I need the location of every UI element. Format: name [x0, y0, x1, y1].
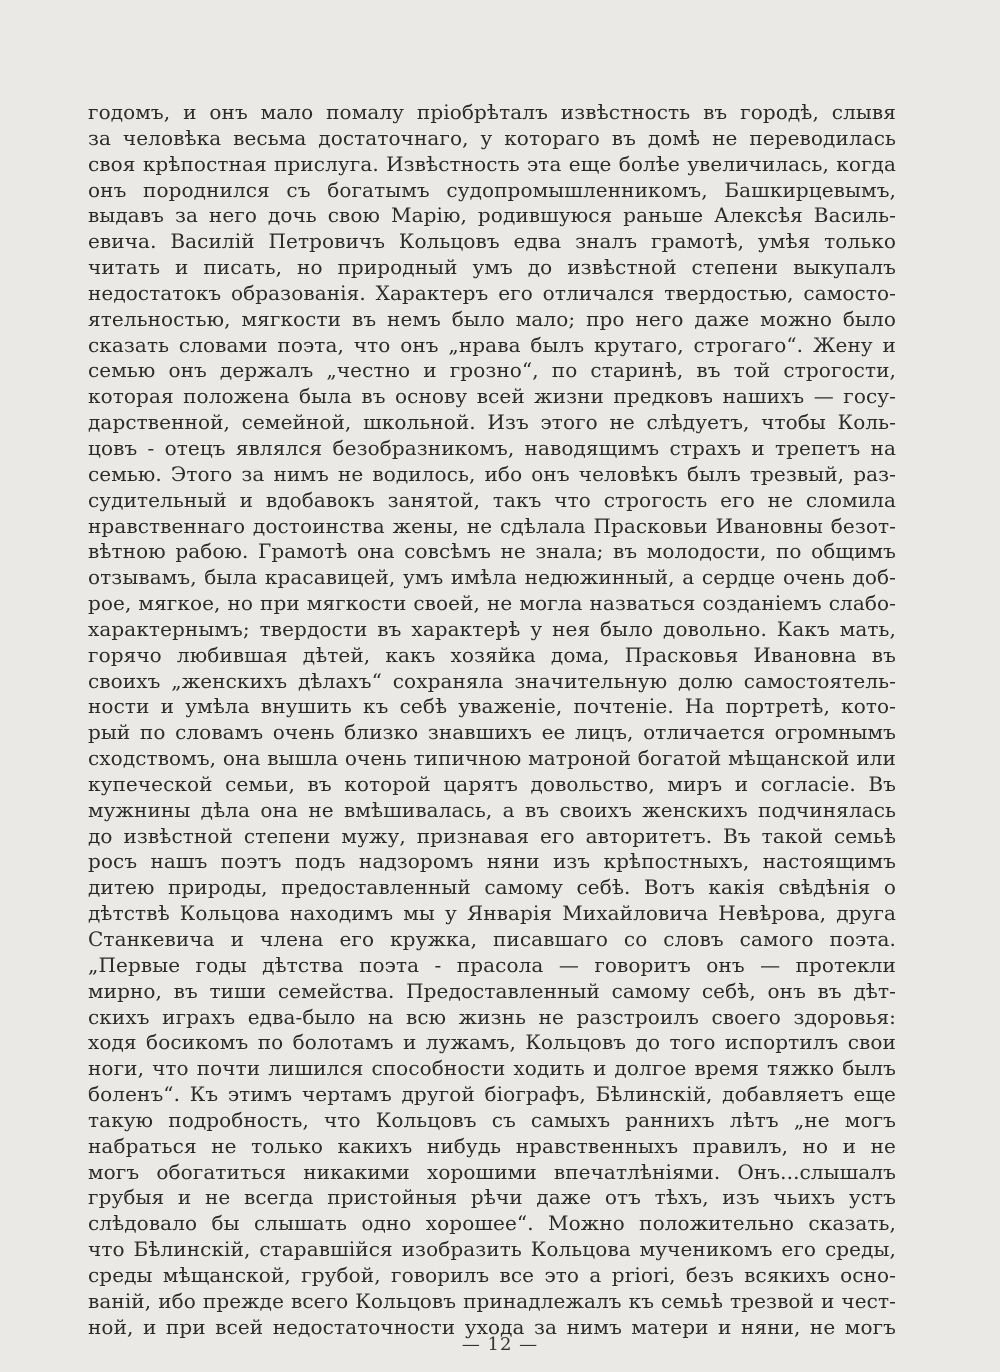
text-line: горячо любившая дѣтей, какъ хозяйка дома, Прасковья Ивановна въ	[88, 642, 896, 667]
text-line: „Первые годы дѣтства поэта - прасола — говоритъ онъ — протекли	[88, 952, 896, 977]
text-line: цовъ - отецъ являлся безобразникомъ, наводящимъ страхъ и трепетъ на	[88, 435, 896, 460]
text-line: ваній, ибо прежде всего Кольцовъ принадлежалъ къ семьѣ трезвой и чест-	[88, 1288, 896, 1313]
text-line: отзывамъ, была красавицей, умъ имѣла недюжинный, а сердце очень доб-	[88, 565, 896, 590]
text-line: скихъ играхъ едва-было на всю жизнь не разстроилъ своего здоровья:	[88, 1004, 896, 1029]
text-line: купеческой семьи, въ которой царятъ довольство, миръ и согласіе. Въ	[88, 771, 896, 796]
text-line: что Бѣлинскій, старавшійся изобразить Кольцова мученикомъ его среды,	[88, 1237, 896, 1262]
text-line: своихъ „женскихъ дѣлахъ“ сохраняла значительную долю самостоятель-	[88, 668, 896, 693]
text-line: евича. Василій Петровичъ Кольцовъ едва зналъ грамотѣ, умѣя только	[88, 229, 896, 254]
text-line: дѣтствѣ Кольцова находимъ мы у Январія Михайловича Невѣрова, друга	[88, 901, 896, 926]
text-line: за человѣка весьма достаточнаго, у котораго въ домѣ не переводилась	[88, 125, 896, 150]
text-line: набраться не только какихъ нибудь нравственныхъ правилъ, но и не	[88, 1133, 896, 1158]
text-line: такую подробность, что Кольцовъ съ самыхъ раннихъ лѣтъ „не могъ	[88, 1107, 896, 1132]
text-line: рое, мягкое, но при мягкости своей, не могла назваться созданіемъ слабо-	[88, 591, 896, 616]
text-line: которая положена была въ основу всей жизни предковъ нашихъ — госу-	[88, 384, 896, 409]
text-line: дитею природы, предоставленный самому себѣ. Вотъ какія свѣдѣнія о	[88, 875, 896, 900]
text-line: мужнины дѣла она не вмѣшивалась, а въ своихъ женскихъ подчинялась	[88, 797, 896, 822]
text-line: читать и писать, но природный умъ до извѣстной степени выкупалъ	[88, 255, 896, 280]
text-line: рый по словамъ очень близко знавшихъ ее лицъ, отличается огромнымъ	[88, 720, 896, 745]
text-line: грубыя и не всегда пристойныя рѣчи даже отъ тѣхъ, изъ чьихъ устъ	[88, 1185, 896, 1210]
text-line: вѣтною рабою. Грамотѣ она совсѣмъ не знала; въ молодости, по общимъ	[88, 539, 896, 564]
text-line: слѣдовало бы слышать одно хорошее“. Можно положительно сказать,	[88, 1211, 896, 1236]
text-line: среды мѣщанской, грубой, говорилъ все это a priori, безъ всякихъ осно-	[88, 1262, 896, 1287]
text-line: сходствомъ, она вышла очень типичною матроной богатой мѣщанской или	[88, 746, 896, 771]
text-line: годомъ, и онъ мало помалу пріобрѣталъ извѣстность въ городѣ, слывя	[88, 100, 896, 124]
text-line: судительный и вдобавокъ занятой, такъ что строгость его не сломила	[88, 487, 896, 512]
text-line: выдавъ за него дочь свою Марію, родившуюся раньше Алексѣя Василь-	[88, 203, 896, 228]
text-line: Станкевича и члена его кружка, писавшаго со словъ самого поэта.	[88, 927, 896, 951]
text-line: семью онъ держалъ „честно и грозно“, по старинѣ, въ той строгости,	[88, 358, 896, 383]
text-line: боленъ“. Къ этимъ чертамъ другой біографъ, Бѣлинскій, добавляетъ еще	[88, 1082, 896, 1107]
text-line: до извѣстной степени мужу, признавая его авторитетъ. Въ такой семьѣ	[88, 823, 896, 848]
text-line: могъ обогатиться никакими хорошими впечатлѣніями. Онъ...слышалъ	[88, 1159, 896, 1184]
text-line: сказать словами поэта, что онъ „нрава былъ крутаго, строгаго“. Жену и	[88, 332, 896, 357]
text-line: своя крѣпостная прислуга. Извѣстность эта еще болѣе увеличилась, когда	[88, 151, 896, 176]
text-line: онъ породнился съ богатымъ судопромышленникомъ, Башкирцевымъ,	[88, 177, 896, 202]
body-text	[88, 100, 896, 1341]
text-line: мирно, въ тиши семейства. Предоставленный самому себѣ, онъ въ дѣт-	[88, 978, 896, 1003]
text-line: ходя босикомъ по болотамъ и лужамъ, Кольцовъ до того испортилъ свои	[88, 1030, 896, 1055]
text-line: нравственнаго достоинства жены, не сдѣлала Прасковьи Ивановны безот-	[88, 513, 896, 538]
text-line: ности и умѣла внушить къ себѣ уваженіе, почтеніе. На портретѣ, кото-	[88, 694, 896, 719]
text-line: недостатокъ образованія. Характеръ его отличался твердостью, самосто-	[88, 280, 896, 305]
text-line: ной, и при всей недостаточности ухода за нимъ матери и няни, не могъ	[88, 1314, 896, 1339]
text-line: характернымъ; твердости въ характерѣ у нея было довольно. Какъ мать,	[88, 616, 896, 641]
text-line: семью. Этого за нимъ не водилось, ибо онъ человѣкъ былъ трезвый, раз-	[88, 461, 896, 486]
text-line: ноги, что почти лишился способности ходить и долгое время тяжко былъ	[88, 1056, 896, 1081]
page-number: — 12 —	[461, 1334, 539, 1355]
text-line: дарственной, семейной, школьной. Изъ этого не слѣдуетъ, чтобы Коль-	[88, 410, 896, 435]
text-line: росъ нашъ поэтъ подъ надзоромъ няни изъ крѣпостныхъ, настоящимъ	[88, 849, 896, 874]
text-line: ятельностью, мягкости въ немъ было мало; про него даже можно было	[88, 306, 896, 331]
